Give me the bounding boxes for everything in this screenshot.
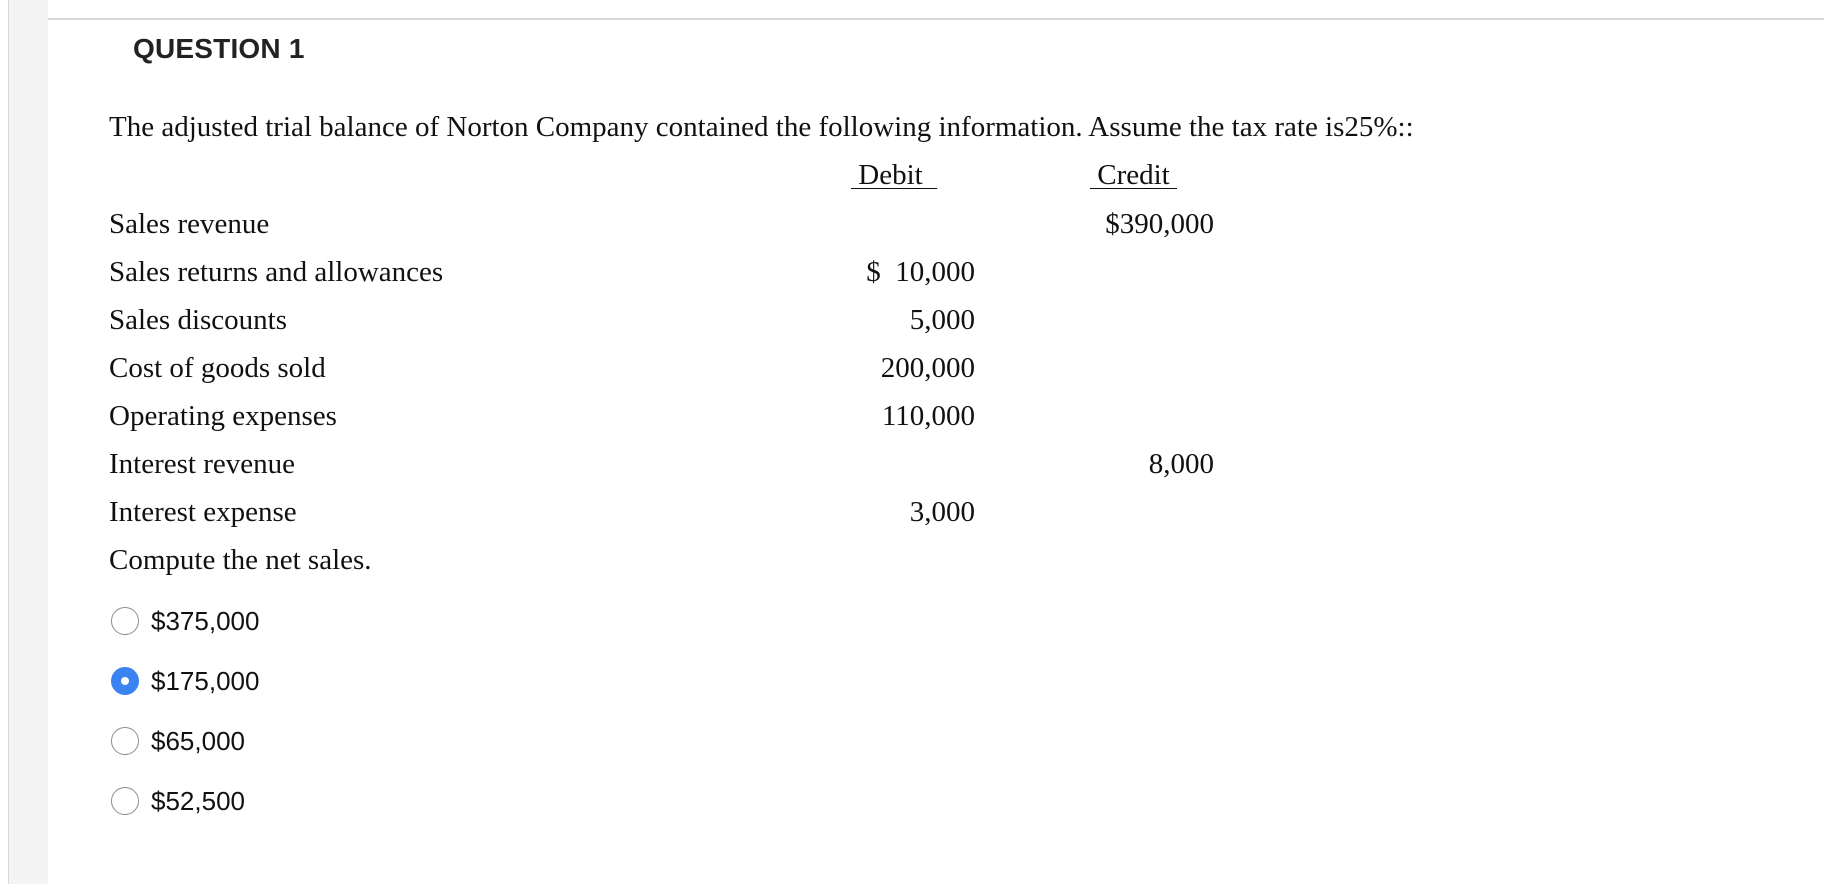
radio-button[interactable] [111, 727, 139, 755]
answer-option-4[interactable] [111, 784, 245, 818]
question-title: QUESTION 1 [133, 33, 305, 64]
answer-option-label[interactable]: $175,000 [151, 665, 260, 696]
table-row-label: Cost of goods sold [109, 352, 326, 384]
table-row-label: Sales returns and allowances [109, 256, 444, 288]
credit-amount: $390,000 [1105, 208, 1214, 240]
table-row-label: Interest revenue [109, 448, 295, 480]
radio-button[interactable] [111, 607, 139, 635]
debit-column-header: Debit [851, 159, 938, 191]
answer-option-2[interactable] [111, 664, 259, 698]
answer-option-1[interactable] [111, 604, 259, 638]
radio-button-selected[interactable] [111, 667, 139, 695]
debit-amount: $ 10,000 [866, 256, 975, 288]
divider [48, 18, 1824, 20]
answer-option-3[interactable] [111, 724, 245, 758]
answer-option-label[interactable]: $65,000 [151, 725, 245, 756]
table-row-label: Sales discounts [109, 304, 288, 336]
credit-amount: 8,000 [1148, 448, 1214, 480]
debit-amount: 110,000 [881, 400, 975, 432]
credit-column-header: Credit [1090, 159, 1177, 191]
table-row-label: Operating expenses [109, 400, 337, 432]
radio-button[interactable] [111, 787, 139, 815]
question-prompt: The adjusted trial balance of Norton Company contained the following information. Assume the tax rate is25%:: [109, 111, 1414, 143]
debit-amount: 5,000 [909, 304, 975, 336]
left-border [0, 0, 9, 884]
table-row-label: Sales revenue [109, 208, 270, 240]
debit-amount: 200,000 [880, 352, 975, 384]
debit-amount: 3,000 [909, 496, 975, 528]
answer-option-label[interactable]: $52,500 [151, 785, 245, 816]
question-instruction: Compute the net sales. [109, 544, 372, 576]
table-row-label: Interest expense [109, 496, 297, 528]
answer-option-label[interactable]: $375,000 [151, 605, 260, 636]
